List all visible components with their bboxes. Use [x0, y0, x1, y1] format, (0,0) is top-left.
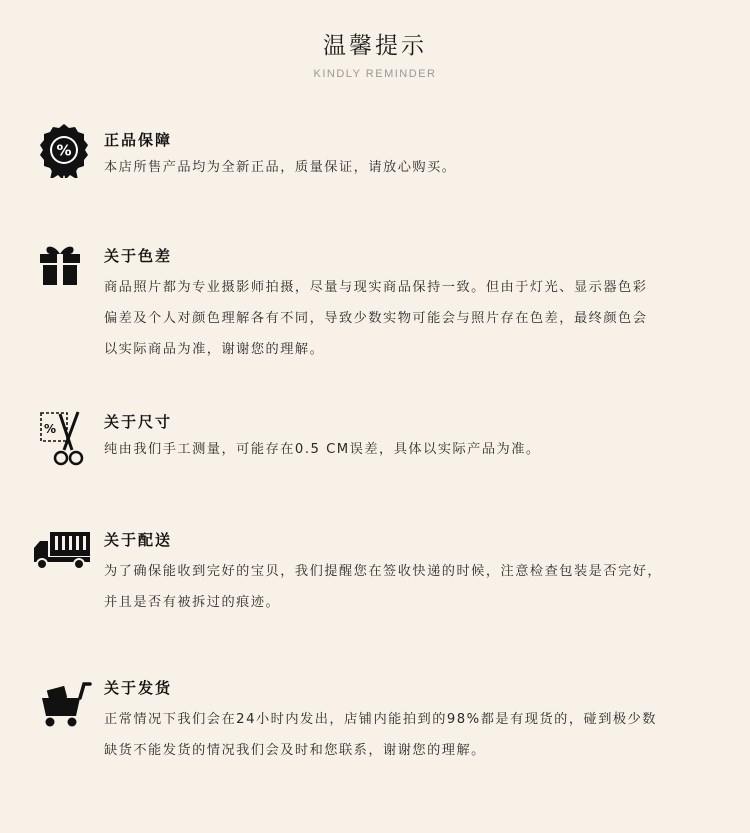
quality-badge-icon	[36, 122, 92, 178]
body-line: 商品照片都为专业摄影师拍摄，尽量与现实商品保持一致。但由于灯光、显示器色彩	[104, 280, 648, 295]
page-title: 温馨提示	[323, 33, 427, 59]
body-line: 以实际商品为准，谢谢您的理解。	[104, 342, 325, 357]
body-line: 正常情况下我们会在24小时内发出，店铺内能拍到的98%都是有现货的，碰到极少数	[104, 712, 657, 727]
scissors-icon	[38, 410, 88, 468]
delivery-truck-icon	[32, 530, 92, 570]
gift-icon	[38, 242, 82, 288]
section-title: 关于配送	[104, 531, 173, 549]
shopping-cart-icon	[38, 678, 92, 728]
body-line: 缺货不能发货的情况我们会及时和您联系，谢谢您的理解。	[104, 743, 486, 758]
page-header	[0, 30, 750, 80]
body-line: 并且是否有被拆过的痕迹。	[104, 595, 281, 610]
section-body	[104, 152, 714, 183]
page-subtitle: KINDLY REMINDER	[313, 68, 437, 80]
body-line: 纯由我们手工测量，可能存在0.5 CM误差，具体以实际产品为准。	[104, 442, 541, 457]
section-body	[104, 704, 714, 766]
svg-text:%: %	[43, 422, 57, 436]
body-line: 本店所售产品均为全新正品，质量保证，请放心购买。	[104, 160, 457, 175]
section-title: 关于发货	[104, 679, 173, 697]
section-title: 关于色差	[104, 247, 173, 265]
svg-text:%: %	[56, 141, 72, 160]
section-title: 关于尺寸	[104, 413, 173, 431]
section-body	[104, 556, 714, 618]
section-body	[104, 434, 714, 465]
section-body	[104, 272, 714, 365]
body-line: 偏差及个人对颜色理解各有不同，导致少数实物可能会与照片存在色差，最终颜色会	[104, 311, 648, 326]
section-title: 正品保障	[104, 131, 173, 149]
body-line: 为了确保能收到完好的宝贝，我们提醒您在签收快递的时候，注意检查包装是否完好，	[104, 564, 663, 579]
